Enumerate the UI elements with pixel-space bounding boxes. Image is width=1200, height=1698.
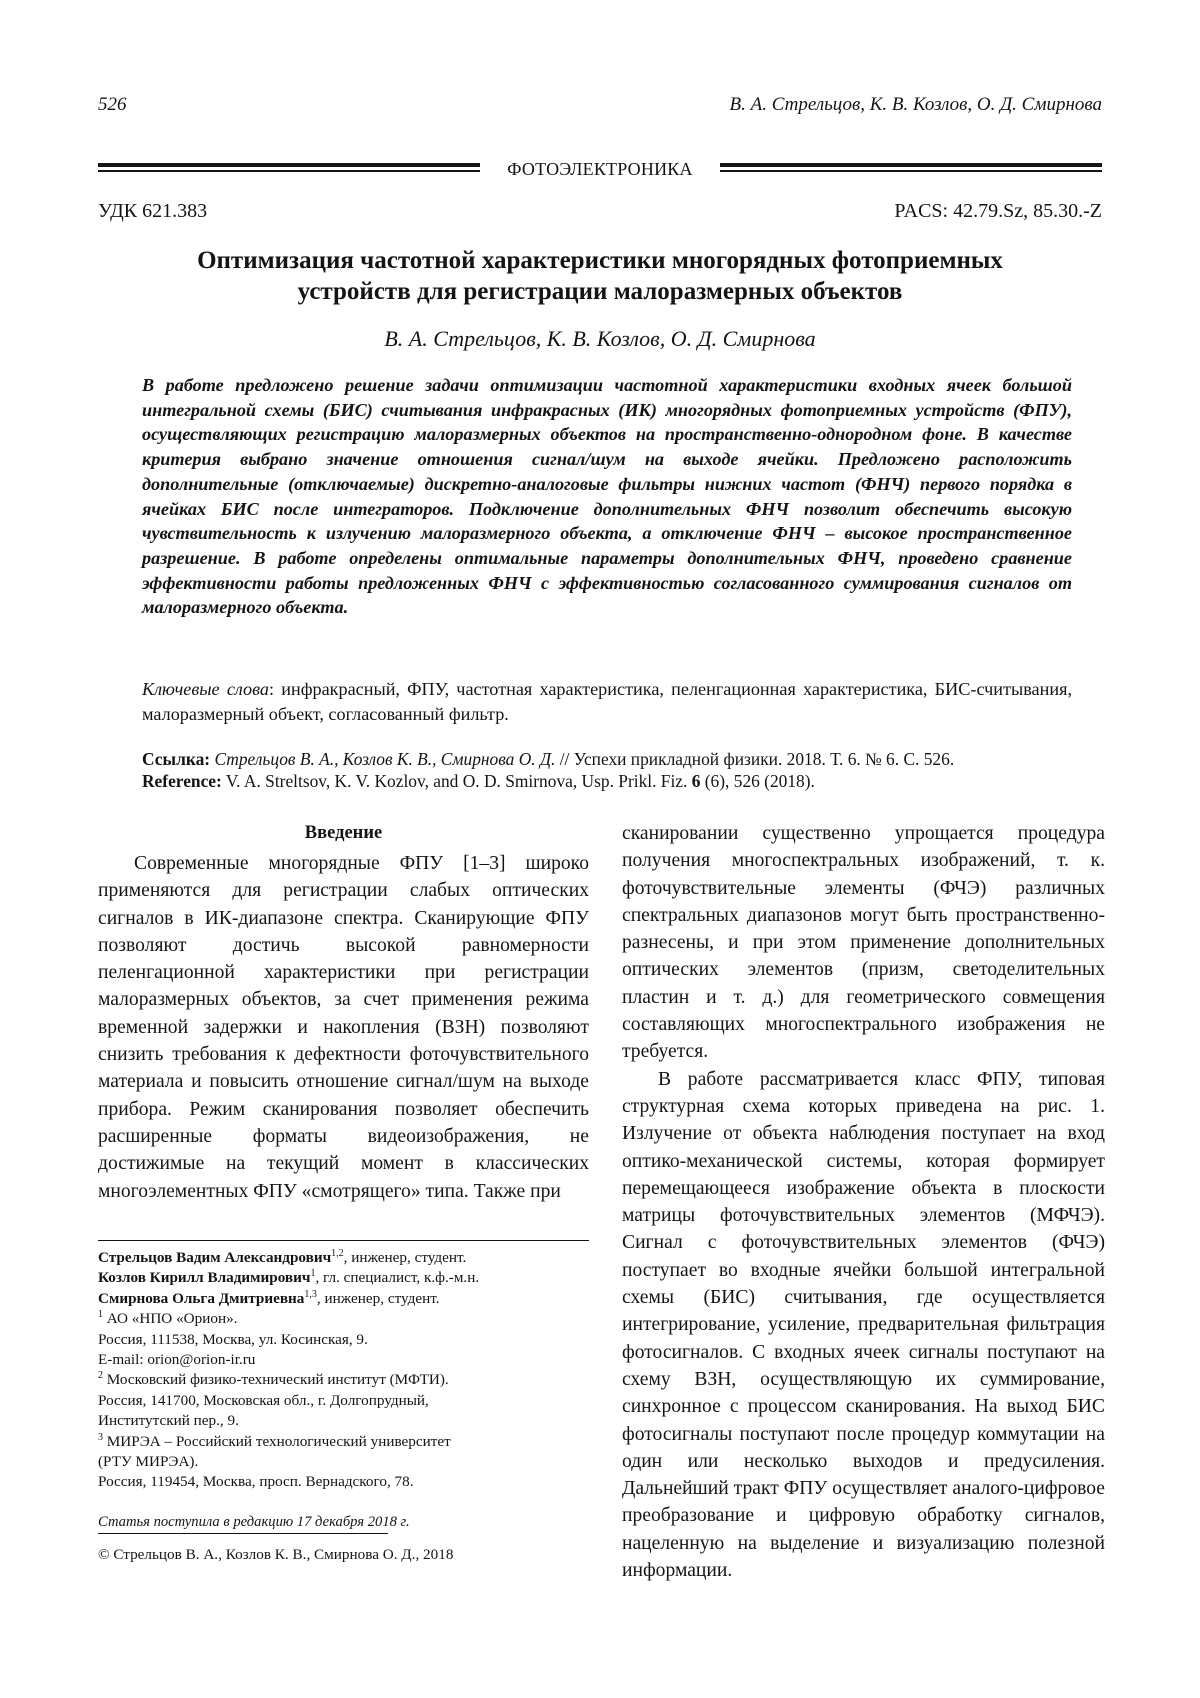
footnote-author-1 [98,1248,589,1268]
footnote-author-2 [98,1268,589,1288]
author-3-role: , инженер, студент. [317,1290,440,1307]
author-2-name: Козлов Кирилл Владимирович [98,1269,310,1286]
classification-codes [98,198,1102,224]
aff-3-sup: 3 [98,1432,103,1443]
introduction-heading: Введение [98,820,589,847]
affiliation-2 [98,1370,589,1390]
intro-paragraph-right-1: сканировании существенно упрощается процедура получения многоспектральных изображений, т. к. фоточувствительные элементы (ФЧЭ) различных спектральных диапазонов могут быть пространственно-разнесены, и при этом применение дополнительных оптических элементов (призм, светоделительных пластин и т. д.) для геометрического совмещения составляющих многоспектрального изображения не требуется. [622,820,1105,1066]
citation-en-post: (6), 526 (2018). [700,771,814,791]
received-date: Статья поступила в редакцию 17 декабря 2018 г. [98,1512,410,1532]
udk-code: УДК 621.383 [98,198,207,224]
title-line-1: Оптимизация частотной характеристики многорядных фотоприемных [197,247,1003,274]
affiliation-2-address-2: Институтский пер., 9. [98,1411,589,1431]
keywords-text: : инфракрасный, ФПУ, частотная характеристика, пеленгационная характеристика, БИС-считывания, малоразмерный объект, согласованный фильтр. [142,679,1072,724]
affiliation-2-address-1: Россия, 141700, Московская обл., г. Долгопрудный, [98,1391,589,1411]
intro-paragraph-left: Современные многорядные ФПУ [1–3] широко применяются для регистрации слабых оптических сигналов в ИК-диапазоне спектра. Сканирующие ФПУ позволяют достичь высокой равномерности пеленгационной характеристики при регистрации малоразмерных объектов, за счет применения режима временной задержки и накопления (ВЗН) позволяют снизить требования к дефектности фоточувствительного материала и повысить отношение сигнал/шум на выходе прибора. Режим сканирования позволяет обеспечить расширенные форматы видеоизображения, не достижимые на текущий момент в классических многоэлементных ФПУ «смотрящего» типа. Также при [98,850,589,1205]
author-footnotes [98,1248,589,1493]
left-column [98,820,589,1205]
article-authors: В. А. Стрельцов, К. В. Козлов, О. Д. Смирнова [120,325,1080,353]
keywords-label: Ключевые слова [142,679,269,699]
author-1-sup: 1,2 [331,1248,344,1259]
section-banner [98,158,1102,180]
title-line-2: устройств для регистрации малоразмерных объектов [298,278,903,305]
intro-paragraph-right-2: В работе рассматривается класс ФПУ, типовая структурная схема которых приведена на рис. 1. Излучение от объекта наблюдения поступает на вход оптико-механической системы, которая формирует перемещающееся изображение объекта в плоскости матрицы фоточувствительных элементов (МФЧЭ). Сигнал с фоточувствительных элементов (ФЧЭ) поступает во входные ячейки большой интегральной схемы (БИС) считывания, где осуществляется интегрирование, усиление, предварительная фильтрация фотосигналов. С входных ячеек сигналы поступают на схему ВЗН, осуществляющую их суммирование, синхронное с процессом сканирования. На выход БИС фотосигналы поступают после процедур коммутации на один или несколько выходов и предусиления. Дальнейший тракт ФПУ осуществляет аналого-цифровое преобразование и цифровую обработку сигналов, нацеленную на выделение и визуализацию полезной информации. [622,1066,1105,1585]
citation-ru [142,748,1102,770]
aff-1-sup: 1 [98,1309,103,1320]
affiliation-1-address: Россия, 111538, Москва, ул. Косинская, 9. [98,1330,589,1350]
page-number: 526 [98,92,127,118]
banner-rule-right [720,163,1102,172]
author-2-role: , гл. специалист, к.ф.-м.н. [315,1269,479,1286]
citation-en-pre: V. A. Streltsov, K. V. Kozlov, and O. D. Smirnova, Usp. Prikl. Fiz. [222,771,692,791]
aff-3-name: МИРЭА – Российский технологический университет [103,1433,451,1450]
affiliation-1 [98,1309,589,1329]
author-1-name: Стрельцов Вадим Александрович [98,1249,331,1266]
affiliation-3-name-2: (РТУ МИРЭА). [98,1452,589,1472]
aff-2-name: Московский физико-технический институт (МФТИ). [103,1371,449,1388]
affiliation-1-email: E-mail: orion@orion-ir.ru [98,1350,589,1370]
author-2-sup: 1 [310,1268,315,1279]
footnote-author-3 [98,1289,589,1309]
keywords [142,677,1072,726]
author-1-role: , инженер, студент. [344,1249,467,1266]
citation-en-label: Reference: [142,771,222,791]
author-3-name: Смирнова Ольга Дмитриевна [98,1290,304,1307]
affiliation-3-address: Россия, 119454, Москва, просп. Вернадского, 78. [98,1472,589,1492]
affiliation-3 [98,1432,589,1452]
article-title [120,245,1080,307]
abstract: В работе предложено решение задачи оптимизации частотной характеристики входных ячеек большой интегральной схемы (БИС) считывания инфракрасных (ИК) многорядных фотоприемных устройств (ФПУ), осуществляющих регистрацию малоразмерных объектов на пространственно-однородном фоне. В качестве критерия выбрано значение отношения сигнал/шум на выходе ячейки. Предложено расположить дополнительные (отключаемые) дискретно-аналоговые фильтры нижних частот (ФНЧ) первого порядка в ячейках БИС после интеграторов. Подключение дополнительных ФНЧ позволит обеспечить высокую чувствительность к излучению малоразмерного объекта, а отключение ФНЧ – высокое пространственное разрешение. В работе определены оптимальные параметры дополнительных ФНЧ, проведено сравнение эффективности работы предложенных ФНЧ с эффективностью согласованного суммирования сигналов от малоразмерного объекта. [142,373,1072,620]
citation-block [142,748,1102,792]
copyright-notice: © Стрельцов В. А., Козлов К. В., Смирнова О. Д., 2018 [98,1545,453,1565]
author-3-sup: 1,3 [304,1289,317,1300]
running-head [98,92,1102,118]
citation-ru-rest: // Успехи прикладной физики. 2018. Т. 6. № 6. С. 526. [555,749,954,769]
pacs-code: PACS: 42.79.Sz, 85.30.-Z [894,198,1102,224]
journal-page [0,0,1200,1698]
section-title: ФОТОЭЛЕКТРОНИКА [480,158,720,180]
citation-en [142,770,1102,792]
running-head-authors: В. А. Стрельцов, К. В. Козлов, О. Д. Смирнова [730,92,1102,118]
aff-1-name: АО «НПО «Орион». [103,1310,237,1327]
citation-ru-authors: Стрельцов В. А., Козлов К. В., Смирнова О. Д. [214,749,555,769]
right-column [622,820,1105,1584]
footnote-divider [98,1240,589,1241]
citation-en-volume: 6 [692,771,701,791]
aff-2-sup: 2 [98,1370,103,1381]
citation-ru-label: Ссылка: [142,749,210,769]
banner-rule-left [98,163,480,172]
received-divider [98,1533,388,1534]
